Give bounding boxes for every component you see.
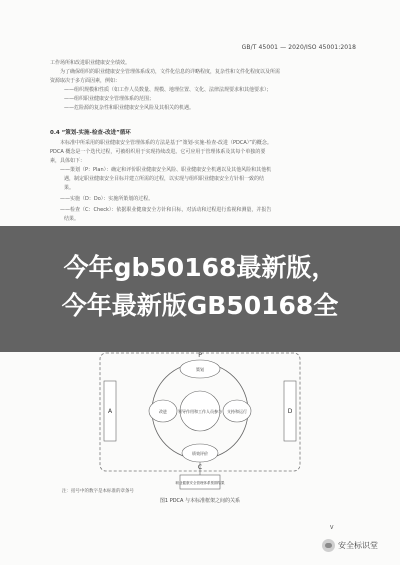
page-number: V (330, 525, 334, 531)
body-line: 素，具体如下： (50, 158, 86, 164)
wechat-icon (322, 539, 335, 552)
body-line: 资源取决于多方面因素，例如： (50, 78, 121, 84)
body-line: 本标准中所采用的职业健康安全管理体系的方法是基于“策划-实施-检查-改进（PDCA）”的概念。 (60, 140, 272, 146)
pdca-d-label: D (287, 408, 293, 415)
body-line: ——组织职业健康安全管理体系的范围； (64, 96, 155, 102)
pdca-planning-label: 策划 (196, 367, 204, 372)
body-line: ——组织规模和性质（如工作人员数量、规模、地理位置、文化、法律法规要求和其他要求）； (64, 87, 272, 93)
pdca-a-label: A (107, 408, 113, 415)
section-heading: 0.4 “策划-实施-检查-改进”循环 (50, 130, 131, 136)
pdca-improve-label: 改进 (159, 409, 167, 414)
body-line: ——检查（C：Check）：依据职业健康安全方针和目标，对活动和过程进行监视和测量，并报告 (60, 207, 272, 213)
pdca-center-label: 领导作用和工作人员参与 (178, 409, 222, 414)
pdca-p-label: P (198, 352, 202, 359)
body-line: ——实施（D：Do）：实施所策划的过程。 (60, 196, 154, 202)
pdca-figure (90, 345, 310, 491)
body-line: 为了确保组织的职业健康安全管理体系成功，文件化信息的详略程度，复杂性和文件化程度以及所需 (60, 69, 281, 75)
watermark (322, 539, 378, 552)
watermark-text: 安全标识堂 (338, 541, 378, 550)
body-line: ——危险源的复杂性和职业健康安全风险及其相关的机遇。 (64, 105, 195, 111)
body-line: ——策划（P：Plan）：确定和评价职业健康安全风险、职业健康安全机遇以及其他风险和其他机 (60, 167, 272, 173)
figure-caption: 图1 PDCA 与本标准框架之间的关系 (159, 498, 241, 504)
body-line: 工作场所和改进职业健康安全绩效。 (50, 60, 131, 66)
figure-footnote: 注：括号中的数字是本标准的章条号 (62, 489, 134, 494)
body-line: 果。 (64, 185, 75, 191)
title-overlay (0, 226, 400, 352)
overlay-title-line2: 今年最新版GB50168全 (61, 291, 339, 320)
body-line: PDCA 概念是一个迭代过程，可被组织用于实现持续改进。它可应用于管理体系及其每个单独的要 (50, 149, 266, 155)
overlay-title-line1: 今年gb50168最新版， (63, 253, 337, 282)
standard-header: GB/T 45001 — 2020/ISO 45001:2018 (241, 44, 356, 51)
pdca-evaluation-label: 绩效评价 (192, 451, 208, 456)
body-line: 遇，制定职业健康安全目标并建立所需的过程，以实现与组织职业健康安全方针相一致的结 (64, 176, 265, 182)
pdca-c-label: C (197, 464, 203, 471)
pdca-support-label: 支持和运行 (227, 409, 247, 414)
pdca-outcome-label: 职业健康安全管理体系预期结果 (175, 481, 225, 485)
body-line: 结果。 (64, 216, 80, 222)
